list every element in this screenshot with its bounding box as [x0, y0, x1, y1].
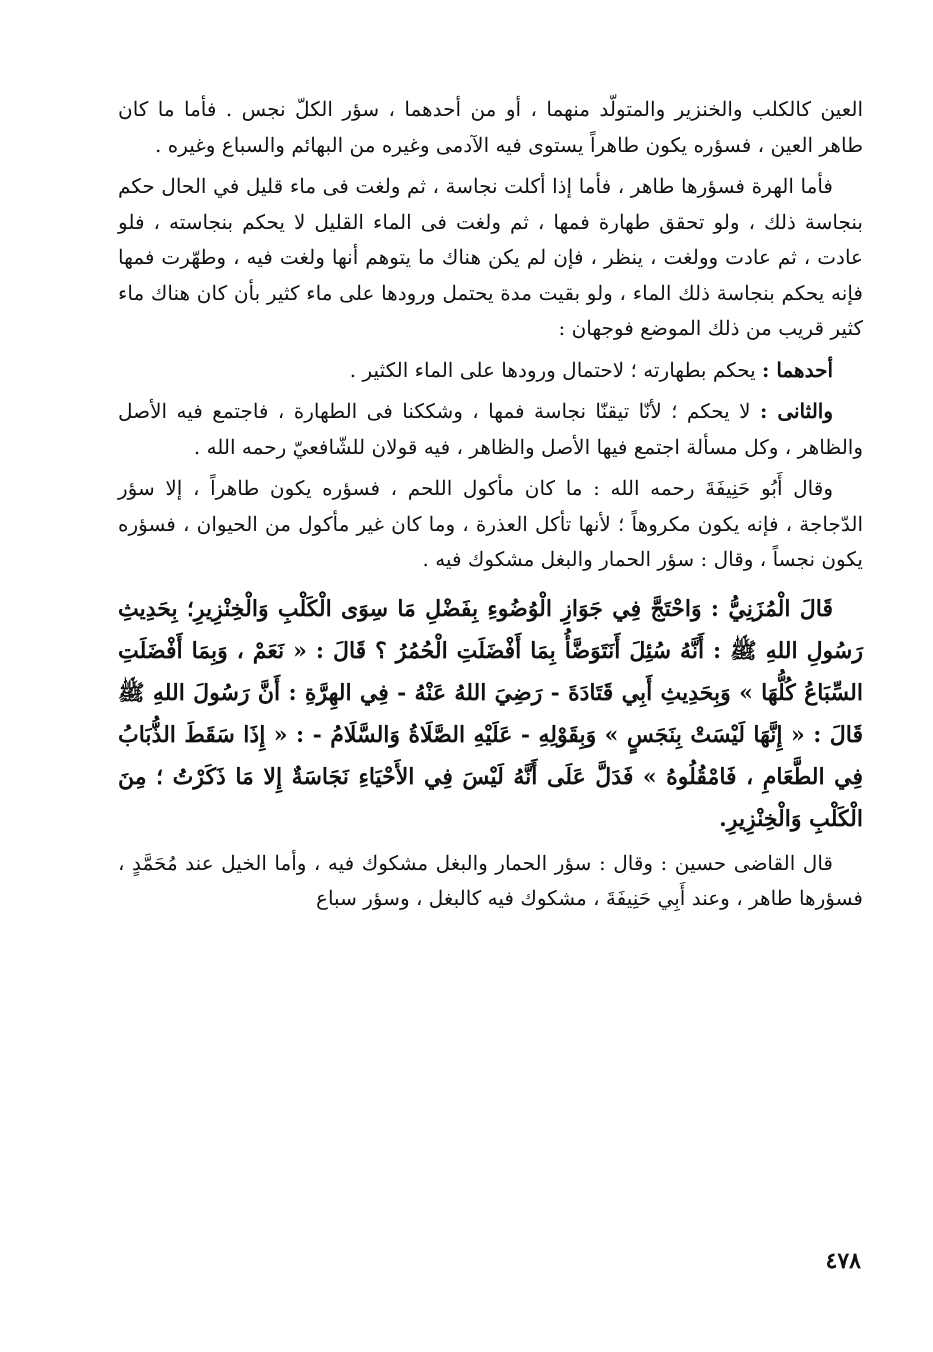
paragraph-text: قال القاضى حسين : وقال : سؤر الحمار والبغل مشكوك فيه ، وأما الخيل عند مُحَمَّدٍ ، فسؤرها طاهر ، وعند أَبِي حَنِيفَةَ ، مشكوك فيه كالبغل ، وسؤر سباع — [118, 850, 863, 910]
hadith-paragraph — [118, 588, 863, 840]
paragraph-text: العين كالكلب والخنزير والمتولّد منهما ، أو من أحدهما ، سؤر الكلّ نجس . فأما ما كان طاهر العين ، فسؤره يكون طاهراً يستوى فيه الآدمى وغيره من البهائم والسباع وغيره . — [118, 97, 863, 157]
paragraph-text: وقال أَبُو حَنِيفَةَ رحمه الله : ما كان مأكول اللحم ، فسؤره يكون طاهراً ، إلا سؤر الدّجاجة ، فإنه يكون مكروهاً ؛ لأنها تأكل العذرة ، وما كان غير مأكول من الحيوان ، فسؤره يكون نجساً ، وقال : سؤر الحمار والبغل مشكوك فيه . — [118, 476, 863, 571]
paragraph-1 — [118, 92, 863, 163]
paragraph-4 — [118, 394, 863, 465]
paragraph-lead: أحدهما : — [762, 357, 833, 382]
paragraph-text: قَالَ الْمُزَنِيُّ : وَاحْتَجَّ فِي جَوَازِ الْوُضُوءِ بِفَضْلِ مَا سِوَى الْكَلْبِ وَالْخِنْزِيرِ؛ بِحَدِيثِ رَسُولِ اللهِ ﷺ : أَنَّهُ سُئِلَ أَنَتَوَضَّأُ بِمَا أَفْضَلَتِ الْحُمُرُ ؟ قَالَ : « نَعَمْ ، وَبِمَا أَفْضَلَتِ السِّبَاعُ كُلُّهَا » وَبِحَدِيثِ أَبِي قَتَادَةَ - رَضِيَ اللهُ عَنْهُ - فِي الهِرَّةِ : أَنَّ رَسُولَ اللهِ ﷺ قَالَ : « إِنَّهَا لَيْسَتْ بِنَجَسٍ » وَبِقَوْلِهِ - عَلَيْهِ الصَّلَاةُ وَالسَّلَامُ - : « إِذَا سَقَطَ الذُّبَابُ فِي الطَّعَامِ ، فَامْقُلُوهُ » فَدَلَّ عَلَى أَنَّهُ لَيْسَ فِي الأَحْيَاءِ نَجَاسَةٌ إِلا مَا ذَكَرْتُ ؛ مِنَ الْكَلْبِ وَالْخِنْزِيرِ. — [118, 595, 863, 832]
paragraph-text: فأما الهرة فسؤرها طاهر ، فأما إذا أكلت نجاسة ، ثم ولغت فى ماء قليل في الحال حكم بنجاسة ذلك ، ولو تحقق طهارة فمها ، ثم ولغت فى الماء القليل لا يحكم بنجاسته ، فلو عادت ، ثم عادت وولغت ، ينظر ، فإن لم يكن هناك ما يتوهم أنها ولغت فيه ، وطهّرت فمها فإنه يحكم بنجاسة ذلك الماء ، ولو بقيت مدة يحتمل ورودها على ماء كثير بأن كان هناك ماء كثير قريب من ذلك الموضع فوجهان : — [118, 174, 863, 340]
paragraph-3 — [118, 353, 863, 389]
paragraph-text: لا يحكم ؛ لأنّا تيقنّا نجاسة فمها ، وشككنا فى الطهارة ، فاجتمع فيه الأصل والظاهر ، وكل مسألة اجتمع فيها الأصل والظاهر ، فيه قولان للشّافعيّ رحمه الله . — [118, 399, 863, 459]
paragraph-5 — [118, 471, 863, 578]
paragraph-lead: والثانى : — [759, 399, 833, 423]
page-body — [118, 92, 863, 923]
paragraph-2 — [118, 169, 863, 347]
paragraph-text: يحكم بطهارته ؛ لاحتمال ورودها على الماء الكثير . — [349, 357, 763, 382]
page-number: ٤٧٨ — [825, 1248, 861, 1274]
paragraph-7 — [118, 846, 863, 917]
